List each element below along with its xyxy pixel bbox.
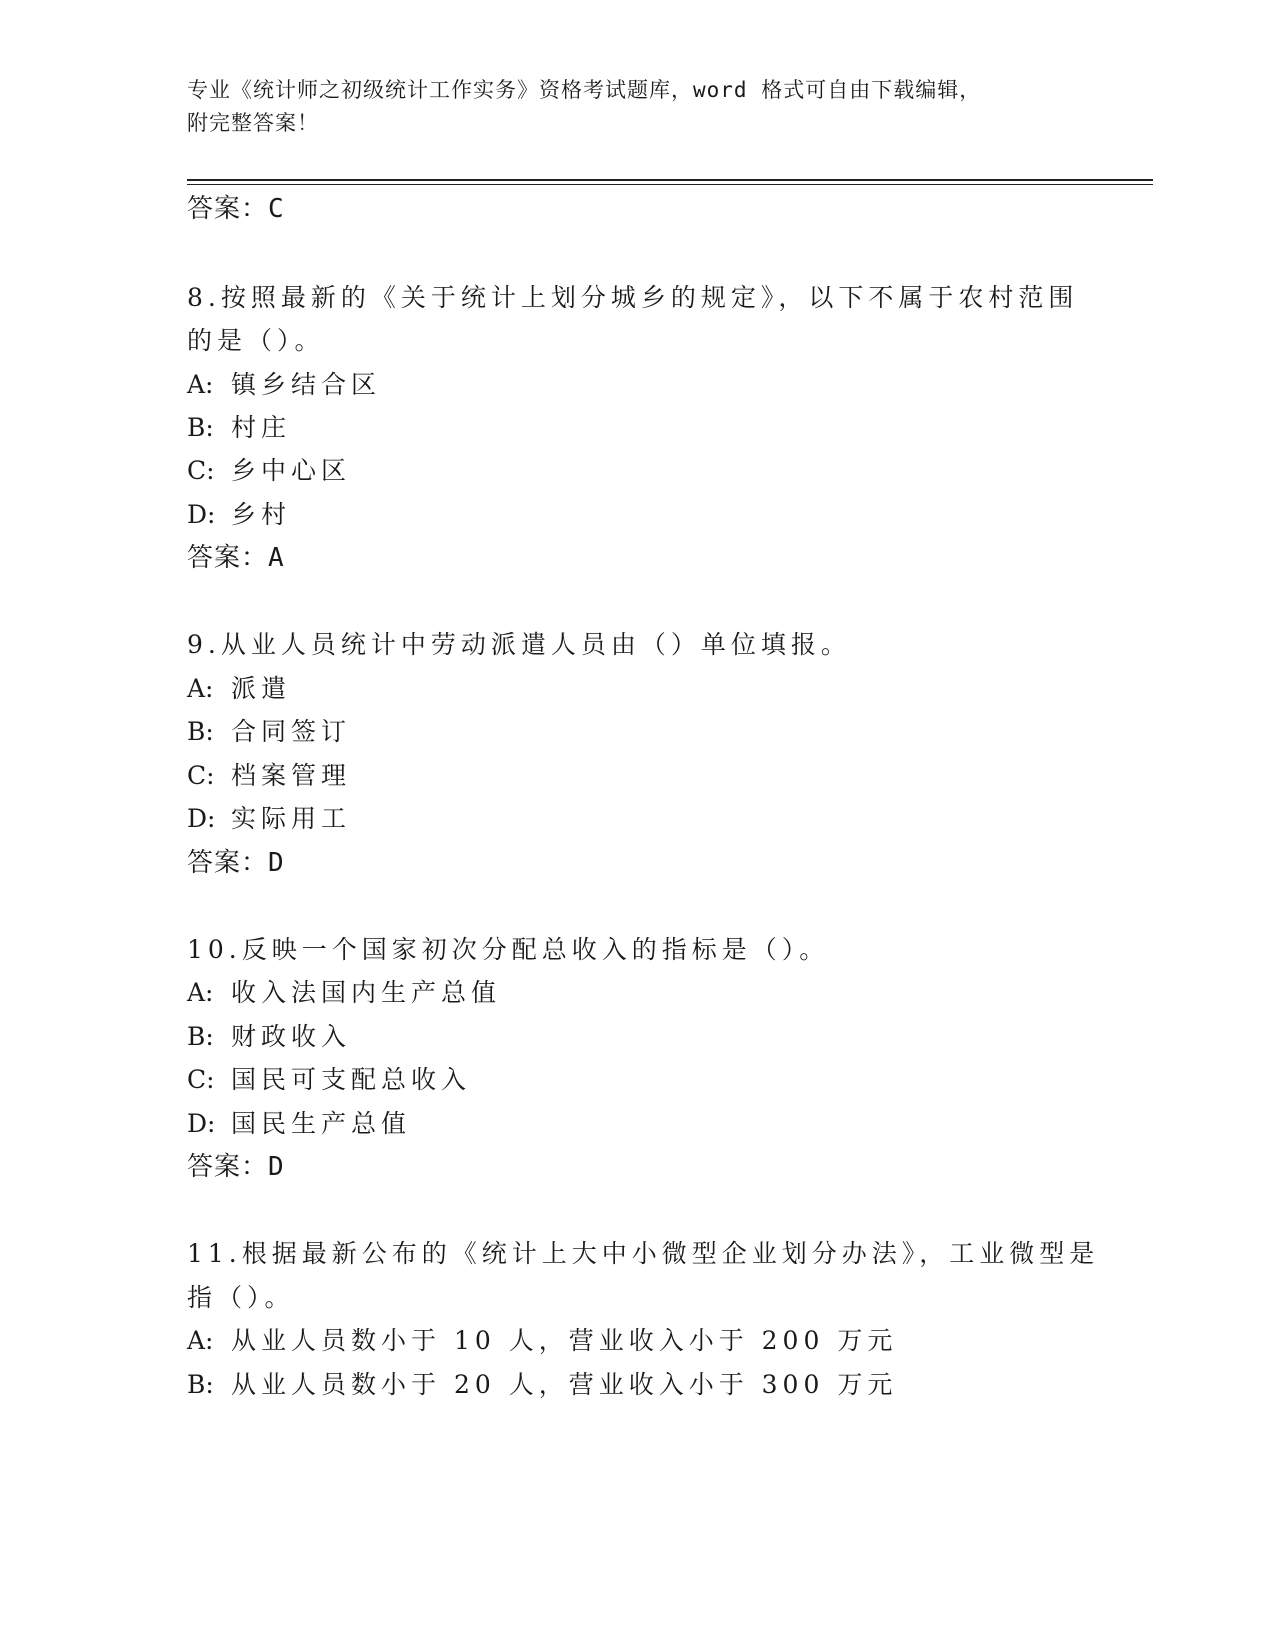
- answer-label: 答案：: [187, 543, 269, 573]
- answer-value: D: [268, 848, 284, 878]
- question-9-option-d: [187, 802, 351, 836]
- question-8-option-b: [187, 411, 291, 445]
- option-key: A:: [187, 370, 214, 399]
- question-8-text-line-2: 的是（）。: [187, 326, 325, 355]
- question-10-option-a: [187, 976, 501, 1010]
- answer-label: 答案：: [187, 194, 269, 224]
- question-9-option-a: [187, 672, 291, 706]
- option-key: A:: [187, 1326, 214, 1355]
- option-text: 从业人员数小于 20 人，营业收入小于 300 万元: [231, 1370, 898, 1399]
- option-key: C:: [187, 1065, 215, 1094]
- header-divider-thin: [187, 184, 1153, 185]
- option-text: 派遣: [231, 674, 292, 703]
- option-key: D:: [187, 500, 216, 529]
- question-9-option-b: [187, 715, 351, 749]
- option-key: A:: [187, 674, 214, 703]
- option-text: 档案管理: [231, 761, 352, 790]
- question-8-option-c: [187, 454, 351, 488]
- question-10-option-b: [187, 1020, 351, 1054]
- question-9-option-c: [187, 759, 351, 793]
- option-key: B:: [187, 413, 214, 442]
- option-key: B:: [187, 1022, 214, 1051]
- document-header: [187, 74, 1067, 140]
- header-line-1: 专业《统计师之初级统计工作实务》资格考试题库，word 格式可自由下载编辑，: [187, 78, 982, 102]
- question-11-text-line-1: 11.根据最新公布的《统计上大中小微型企业划分办法》，工业微型是: [187, 1239, 1100, 1268]
- option-text: 收入法国内生产总值: [231, 978, 502, 1007]
- answer-label: 答案：: [187, 1152, 269, 1182]
- question-11-option-a: [187, 1324, 897, 1358]
- header-line-2: 附完整答案！: [187, 111, 319, 135]
- question-8-option-a: [187, 368, 381, 402]
- header-divider-thick: [187, 179, 1153, 181]
- question-10-option-d: [187, 1107, 411, 1141]
- question-10-option-c: [187, 1063, 471, 1097]
- option-key: A:: [187, 978, 214, 1007]
- option-key: C:: [187, 456, 215, 485]
- question-11-text-line-2: 指（）。: [187, 1283, 295, 1312]
- option-key: D:: [187, 1109, 216, 1138]
- question-8-text-line-1: 8.按照最新的《关于统计上划分城乡的规定》，以下不属于农村范围: [187, 283, 1079, 312]
- option-key: B:: [187, 717, 214, 746]
- question-10-text-line-1: 10.反映一个国家初次分配总收入的指标是（）。: [187, 935, 830, 964]
- answer-value: D: [268, 1152, 284, 1182]
- option-key: C:: [187, 761, 215, 790]
- answer-label: 答案：: [187, 848, 269, 878]
- answer-value: A: [268, 543, 284, 573]
- option-text: 实际用工: [231, 804, 352, 833]
- option-text: 合同签订: [231, 717, 352, 746]
- option-key: B:: [187, 1370, 214, 1399]
- answer-line: [187, 192, 284, 226]
- question-8-option-d: [187, 498, 291, 532]
- question-8-answer: [187, 541, 284, 575]
- question-9-text-line-1: 9.从业人员统计中劳动派遣人员由（）单位填报。: [187, 630, 851, 659]
- option-key: D:: [187, 804, 216, 833]
- option-text: 乡中心区: [231, 456, 352, 485]
- question-9-answer: [187, 846, 284, 880]
- answer-value: C: [268, 194, 284, 224]
- option-text: 国民生产总值: [231, 1109, 412, 1138]
- question-10-answer: [187, 1150, 284, 1184]
- option-text: 从业人员数小于 10 人，营业收入小于 200 万元: [231, 1326, 898, 1355]
- option-text: 乡村: [231, 500, 292, 529]
- question-11-option-b: [187, 1368, 897, 1402]
- option-text: 村庄: [231, 413, 292, 442]
- option-text: 国民可支配总收入: [231, 1065, 472, 1094]
- option-text: 财政收入: [231, 1022, 352, 1051]
- option-text: 镇乡结合区: [231, 370, 382, 399]
